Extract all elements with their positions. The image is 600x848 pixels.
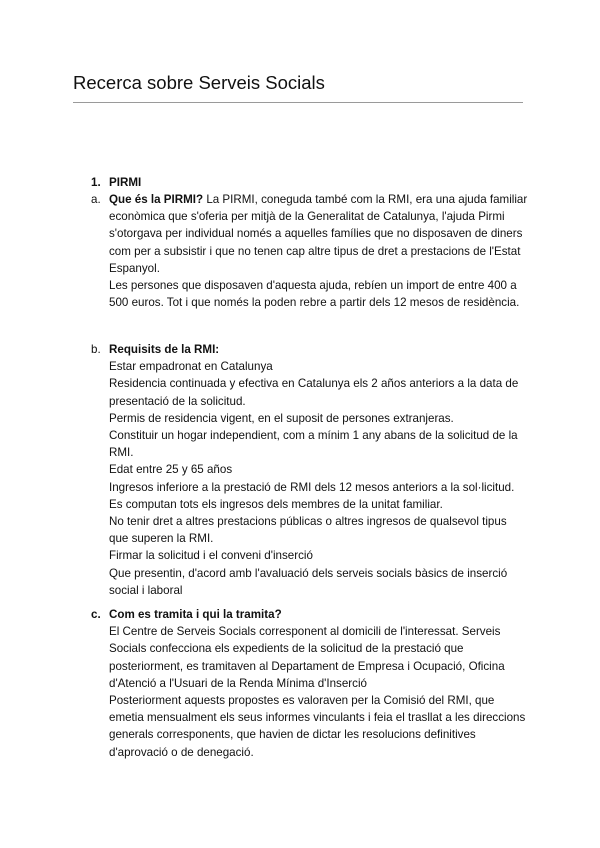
item-c-paragraph: El Centre de Serveis Socials corresponent al domicili de l'interessat. Serveis Socials confecciona els expedients de la solicitud de la prestació que posteriorment, es tramitaven al Departament de Empresa i Ocupació, Oficina d'Atenció a l'Usuari de la Renda Mínima d'Inserció <box>109 625 505 690</box>
section-heading: PIRMI <box>109 176 142 189</box>
item-a-block <box>109 191 529 311</box>
item-a-text: La PIRMI, coneguda també com la RMI, era una ajuda familiar econòmica que s'oferia per mitjà de la Generalitat de Catalunya, l'ajuda Pirmi s'otorgava per individual només a aquelles famílies que no disposaven de diners com per a subsistir i que no tenen cap altre tipus de dret a prestacions de l'Estat Espanyol. <box>109 193 528 275</box>
item-c-block <box>109 606 529 761</box>
requirement-item: Que presentin, d'acord amb l'avaluació dels serveis socials bàsics de inserció social i laboral <box>109 566 508 597</box>
document-title: Recerca sobre Serveis Socials <box>73 72 325 93</box>
requirement-item: No tenir dret a altres prestacions públicas o altres ingresos de qualsevol tipus que superen la RMI. <box>109 515 507 546</box>
requirement-item: Ingresos inferiore a la prestació de RMI dels 12 mesos anteriors a la sol·licitud. Es computan tots els ingresos dels membres de la unitat familiar. <box>109 480 515 511</box>
item-a-marker: a. <box>91 193 101 206</box>
requirement-item: Residencia continuada y efectiva en Catalunya els 2 años anteriors a la data de presentació de la solicitud. <box>109 377 519 408</box>
title-divider <box>73 102 523 103</box>
item-a-lead: Que és la PIRMI? <box>109 193 204 206</box>
requirement-item: Estar empadronat en Catalunya <box>109 360 273 374</box>
item-c-paragraph: Posteriorment aquests propostes es valoraven per la Comisió del RMI, que emetia mensualment els seus informes vinculants i feia el trasllat a les direccions generals corresponents, que havien de dictar les resolucions definitives d'aprovació o de denegació. <box>109 694 526 759</box>
section-number: 1. <box>91 176 101 189</box>
requirement-item: Edat entre 25 y 65 años <box>109 463 233 477</box>
requirement-item: Constituir un hogar independient, com a mínim 1 any abans de la solicitud de la RMI. <box>109 429 518 460</box>
requirement-item: Firmar la solicitud i el conveni d'inserció <box>109 549 313 563</box>
item-a-paragraph <box>109 191 529 277</box>
item-b-block <box>109 341 529 599</box>
item-a-paragraph: Les persones que disposaven d'aquesta ajuda, rebíen un import de entre 400 a 500 euros. Tot i que només la poden rebre a partir dels 12 mesos de residència. <box>109 279 520 310</box>
requirement-item: Permis de residencia vigent, en el suposit de persones extranjeras. <box>109 411 454 425</box>
item-c-heading: Com es tramita i qui la tramita? <box>109 608 282 621</box>
item-c-marker: c. <box>91 608 101 621</box>
item-b-marker: b. <box>91 343 101 356</box>
item-b-heading: Requisits de la RMI: <box>109 343 220 356</box>
